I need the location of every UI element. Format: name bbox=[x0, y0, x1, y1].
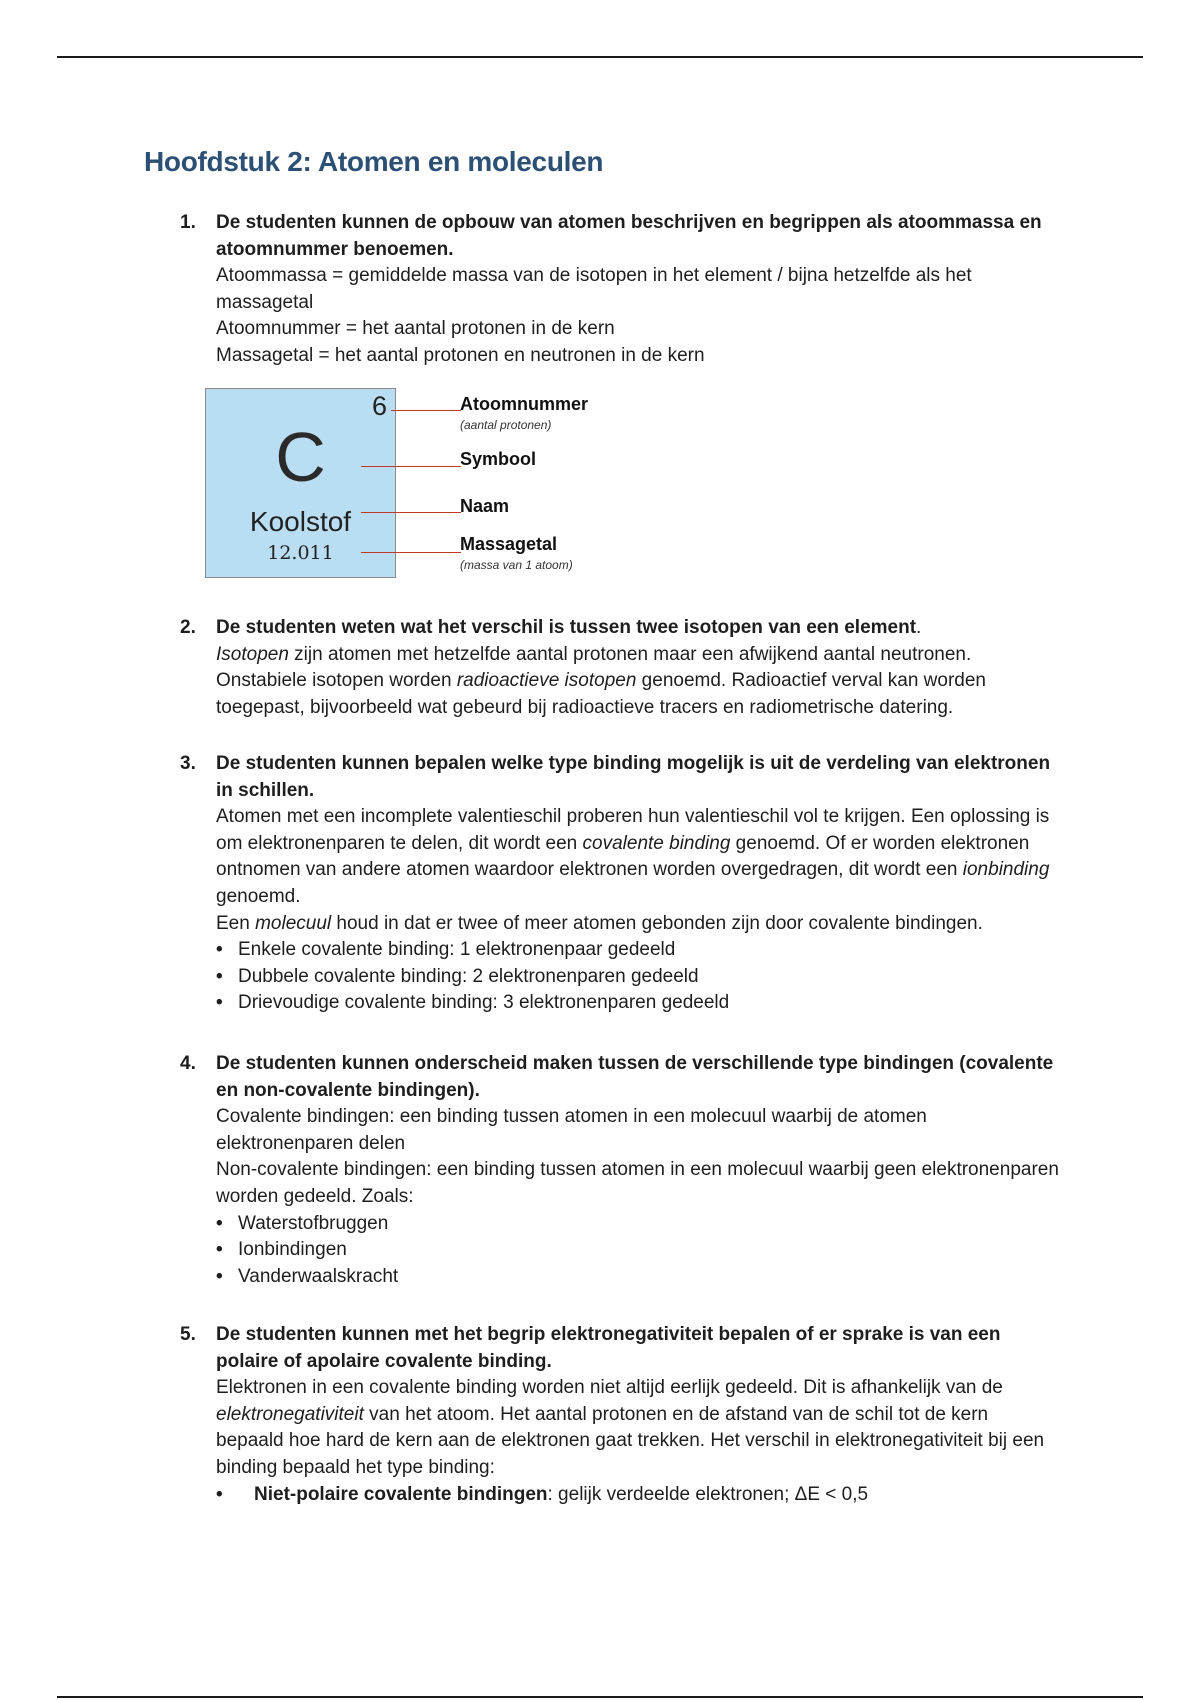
tile-atomic-number: 6 bbox=[371, 391, 387, 421]
section-5 bbox=[180, 1322, 1060, 1508]
definition-atoommassa: Atoommassa = gemiddelde massa van de isotopen in het element / bijna hetzelfde als het massagetal bbox=[216, 265, 972, 313]
list-item bbox=[216, 1482, 1060, 1509]
leader-line-symbool bbox=[361, 466, 461, 467]
list-item-text: : gelijk verdeelde elektronen; ΔE < 0,5 bbox=[547, 1483, 869, 1505]
section-heading: De studenten weten wat het verschil is tussen twee isotopen van een element bbox=[216, 617, 917, 638]
section-3 bbox=[180, 751, 1060, 1017]
section-1 bbox=[180, 210, 1060, 370]
section-number: 5. bbox=[180, 1324, 196, 1345]
term-elektronegativiteit: elektronegativiteit bbox=[216, 1403, 364, 1425]
paragraph-text: genoemd. Of er worden elektronen ontnomen van andere atomen waardoor elektronen worden overgedragen, dit wordt een bbox=[216, 832, 1030, 881]
section-heading: De studenten kunnen bepalen welke type binding mogelijk is uit de verdeling van elektronen in schillen. bbox=[216, 753, 1051, 801]
paragraph: Covalente bindingen: een binding tussen atomen in een molecuul waarbij de atomen elektronenparen delen bbox=[216, 1106, 927, 1154]
paragraph-text: genoemd. Radioactief verval kan worden toegepast, bijvoorbeeld wat gebeurd bij radioactieve tracers en radiometrische datering. bbox=[216, 670, 986, 718]
element-tile bbox=[205, 388, 396, 578]
section-heading: De studenten kunnen onderscheid maken tussen de verschillende type bindingen (covalente en non-covalente bindingen). bbox=[216, 1053, 1054, 1101]
paragraph-text: Elektronen in een covalente binding worden niet altijd eerlijk gedeeld. Dit is afhankelijk van de bbox=[216, 1377, 1003, 1399]
tile-symbol: C bbox=[275, 418, 326, 496]
paragraph-text: Atomen met een incomplete valentieschil proberen hun valentieschil vol te krijgen. Een oplossing is om elektronenparen te delen, dit wordt een bbox=[216, 806, 1050, 854]
bullet-list bbox=[180, 937, 1060, 1017]
paragraph bbox=[216, 1375, 1060, 1481]
callout-massagetal: Massagetal bbox=[460, 534, 558, 554]
list-item: • Waterstofbruggen bbox=[216, 1211, 1060, 1238]
paragraph-text: zijn atomen met hetzelfde aantal protonen maar een afwijkend aantal neutronen. bbox=[288, 643, 972, 665]
callout-symbool: Symbool bbox=[460, 449, 537, 469]
footer-rule bbox=[57, 1696, 1143, 1698]
callout-massagetal-sub: (massa van 1 atoom) bbox=[460, 558, 573, 572]
paragraph-text: houd in dat er twee of meer atomen gebonden zijn door covalente bindingen. bbox=[331, 912, 983, 934]
callout-atoomnummer: Atoomnummer bbox=[460, 394, 589, 414]
definition-massagetal: Massagetal = het aantal protonen en neutronen in de kern bbox=[216, 344, 705, 366]
list-item: • Dubbele covalente binding: 2 elektronenparen gedeeld bbox=[216, 964, 1060, 991]
leader-line-atoomnummer bbox=[391, 410, 461, 411]
section-heading: De studenten kunnen de opbouw van atomen beschrijven en begrippen als atoommassa en atoomnummer benoemen. bbox=[216, 212, 1042, 260]
term-niet-polaire: Niet-polaire covalente bindingen bbox=[254, 1483, 548, 1505]
list-item: • Enkele covalente binding: 1 elektronenpaar gedeeld bbox=[216, 937, 1060, 964]
term-covalente-binding: covalente binding bbox=[582, 832, 731, 854]
page-title: Hoofdstuk 2: Atomen en moleculen bbox=[144, 146, 604, 177]
tile-atomic-mass: 12.011 bbox=[267, 542, 334, 564]
section-number: 4. bbox=[180, 1053, 196, 1074]
paragraph-text: van het atoom. Het aantal protonen en de afstand van de schil tot de kern bepaald hoe hard de kern aan de elektronen gaat trekken. Het verschil in elektronegativiteit bij een binding bepaald het type binding: bbox=[216, 1403, 1045, 1478]
paragraph-text: genoemd. bbox=[216, 885, 301, 907]
section-4 bbox=[180, 1051, 1060, 1290]
section-number: 3. bbox=[180, 753, 196, 774]
section-2 bbox=[180, 615, 1060, 721]
paragraph: Non-covalente bindingen: een binding tussen atomen in een molecuul waarbij geen elektronenparen worden gedeeld. Zoals: bbox=[216, 1159, 1059, 1207]
callout-naam: Naam bbox=[460, 496, 510, 516]
list-item: • Drievoudige covalente binding: 3 elektronenparen gedeeld bbox=[216, 990, 1060, 1017]
section-heading-line bbox=[216, 615, 1060, 642]
definition-atoomnummer: Atoomnummer = het aantal protonen in de kern bbox=[216, 318, 615, 340]
element-tile-figure bbox=[205, 388, 605, 580]
term-ionbinding: ionbinding bbox=[962, 859, 1050, 881]
paragraph bbox=[216, 668, 1060, 721]
term-isotopen: Isotopen bbox=[216, 643, 289, 665]
list-item: • Ionbindingen bbox=[216, 1237, 1060, 1264]
section-number: 1. bbox=[180, 212, 196, 233]
section-number: 2. bbox=[180, 617, 196, 638]
section-heading: De studenten kunnen met het begrip elektronegativiteit bepalen of er sprake is van een polaire of apolaire covalente binding. bbox=[216, 1324, 1001, 1372]
bullet-list bbox=[180, 1482, 1060, 1509]
leader-line-massagetal bbox=[361, 552, 461, 553]
list-item: • Vanderwaalskracht bbox=[216, 1264, 1060, 1291]
term-molecuul: molecuul bbox=[255, 912, 332, 934]
paragraph-text: Onstabiele isotopen worden bbox=[216, 670, 457, 692]
heading-period: . bbox=[916, 617, 922, 638]
tile-element-name: Koolstof bbox=[249, 506, 352, 537]
paragraph bbox=[216, 911, 1060, 938]
header-rule bbox=[57, 56, 1143, 58]
paragraph-text: Een bbox=[216, 912, 256, 934]
leader-line-naam bbox=[361, 512, 461, 513]
paragraph bbox=[216, 642, 1060, 669]
callout-atoomnummer-sub: (aantal protonen) bbox=[460, 418, 552, 432]
term-radioactieve-isotopen: radioactieve isotopen bbox=[456, 670, 637, 692]
paragraph bbox=[216, 804, 1060, 910]
bullet-list bbox=[180, 1211, 1060, 1291]
